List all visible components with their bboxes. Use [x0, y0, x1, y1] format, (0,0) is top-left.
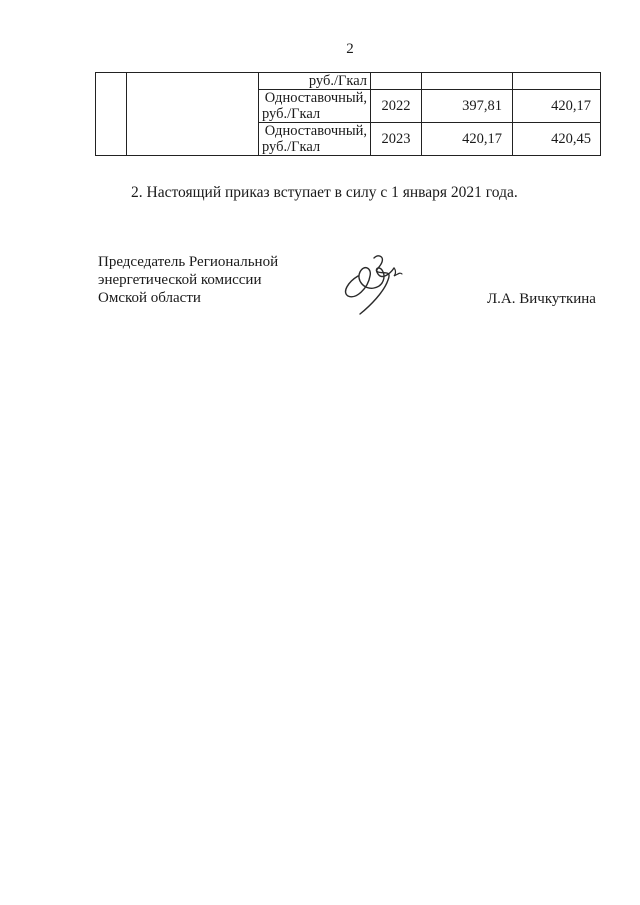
- unit-type-label: Одноставочный,: [264, 90, 367, 106]
- unit-measure-label: руб./Гкал: [262, 139, 321, 155]
- table-cell-value1: 420,17: [422, 123, 513, 156]
- table-cell-year: [371, 73, 422, 90]
- table-cell-index: [96, 73, 127, 156]
- unit-type-label: Одноставочный,: [264, 123, 367, 139]
- table-cell-unit: [259, 90, 371, 123]
- clause-2-text: 2. Настоящий приказ вступает в силу с 1 января 2021 года.: [131, 184, 518, 201]
- table-cell-unit: руб./Гкал: [259, 73, 371, 90]
- signatory-name: Л.А. Вичкуткина: [487, 291, 596, 307]
- table-row: [96, 73, 601, 90]
- table-cell-unit: [259, 123, 371, 156]
- signatory-title: [98, 253, 278, 307]
- signatory-title-line: Омской области: [98, 290, 201, 306]
- page-number: 2: [346, 41, 354, 57]
- table-cell-year: 2022: [371, 90, 422, 123]
- table-cell-name: [127, 73, 259, 156]
- signatory-title-line: энергетической комиссии: [98, 272, 262, 288]
- tariff-table: [95, 72, 601, 156]
- unit-measure-label: руб./Гкал: [262, 106, 321, 122]
- handwritten-signature: [334, 240, 414, 320]
- table-cell-value2: 420,17: [513, 90, 601, 123]
- signatory-title-line: Председатель Региональной: [98, 254, 279, 270]
- table-cell-value2: [513, 73, 601, 90]
- table-cell-year: 2023: [371, 123, 422, 156]
- table-cell-value1: 397,81: [422, 90, 513, 123]
- table-cell-value1: [422, 73, 513, 90]
- table-cell-value2: 420,45: [513, 123, 601, 156]
